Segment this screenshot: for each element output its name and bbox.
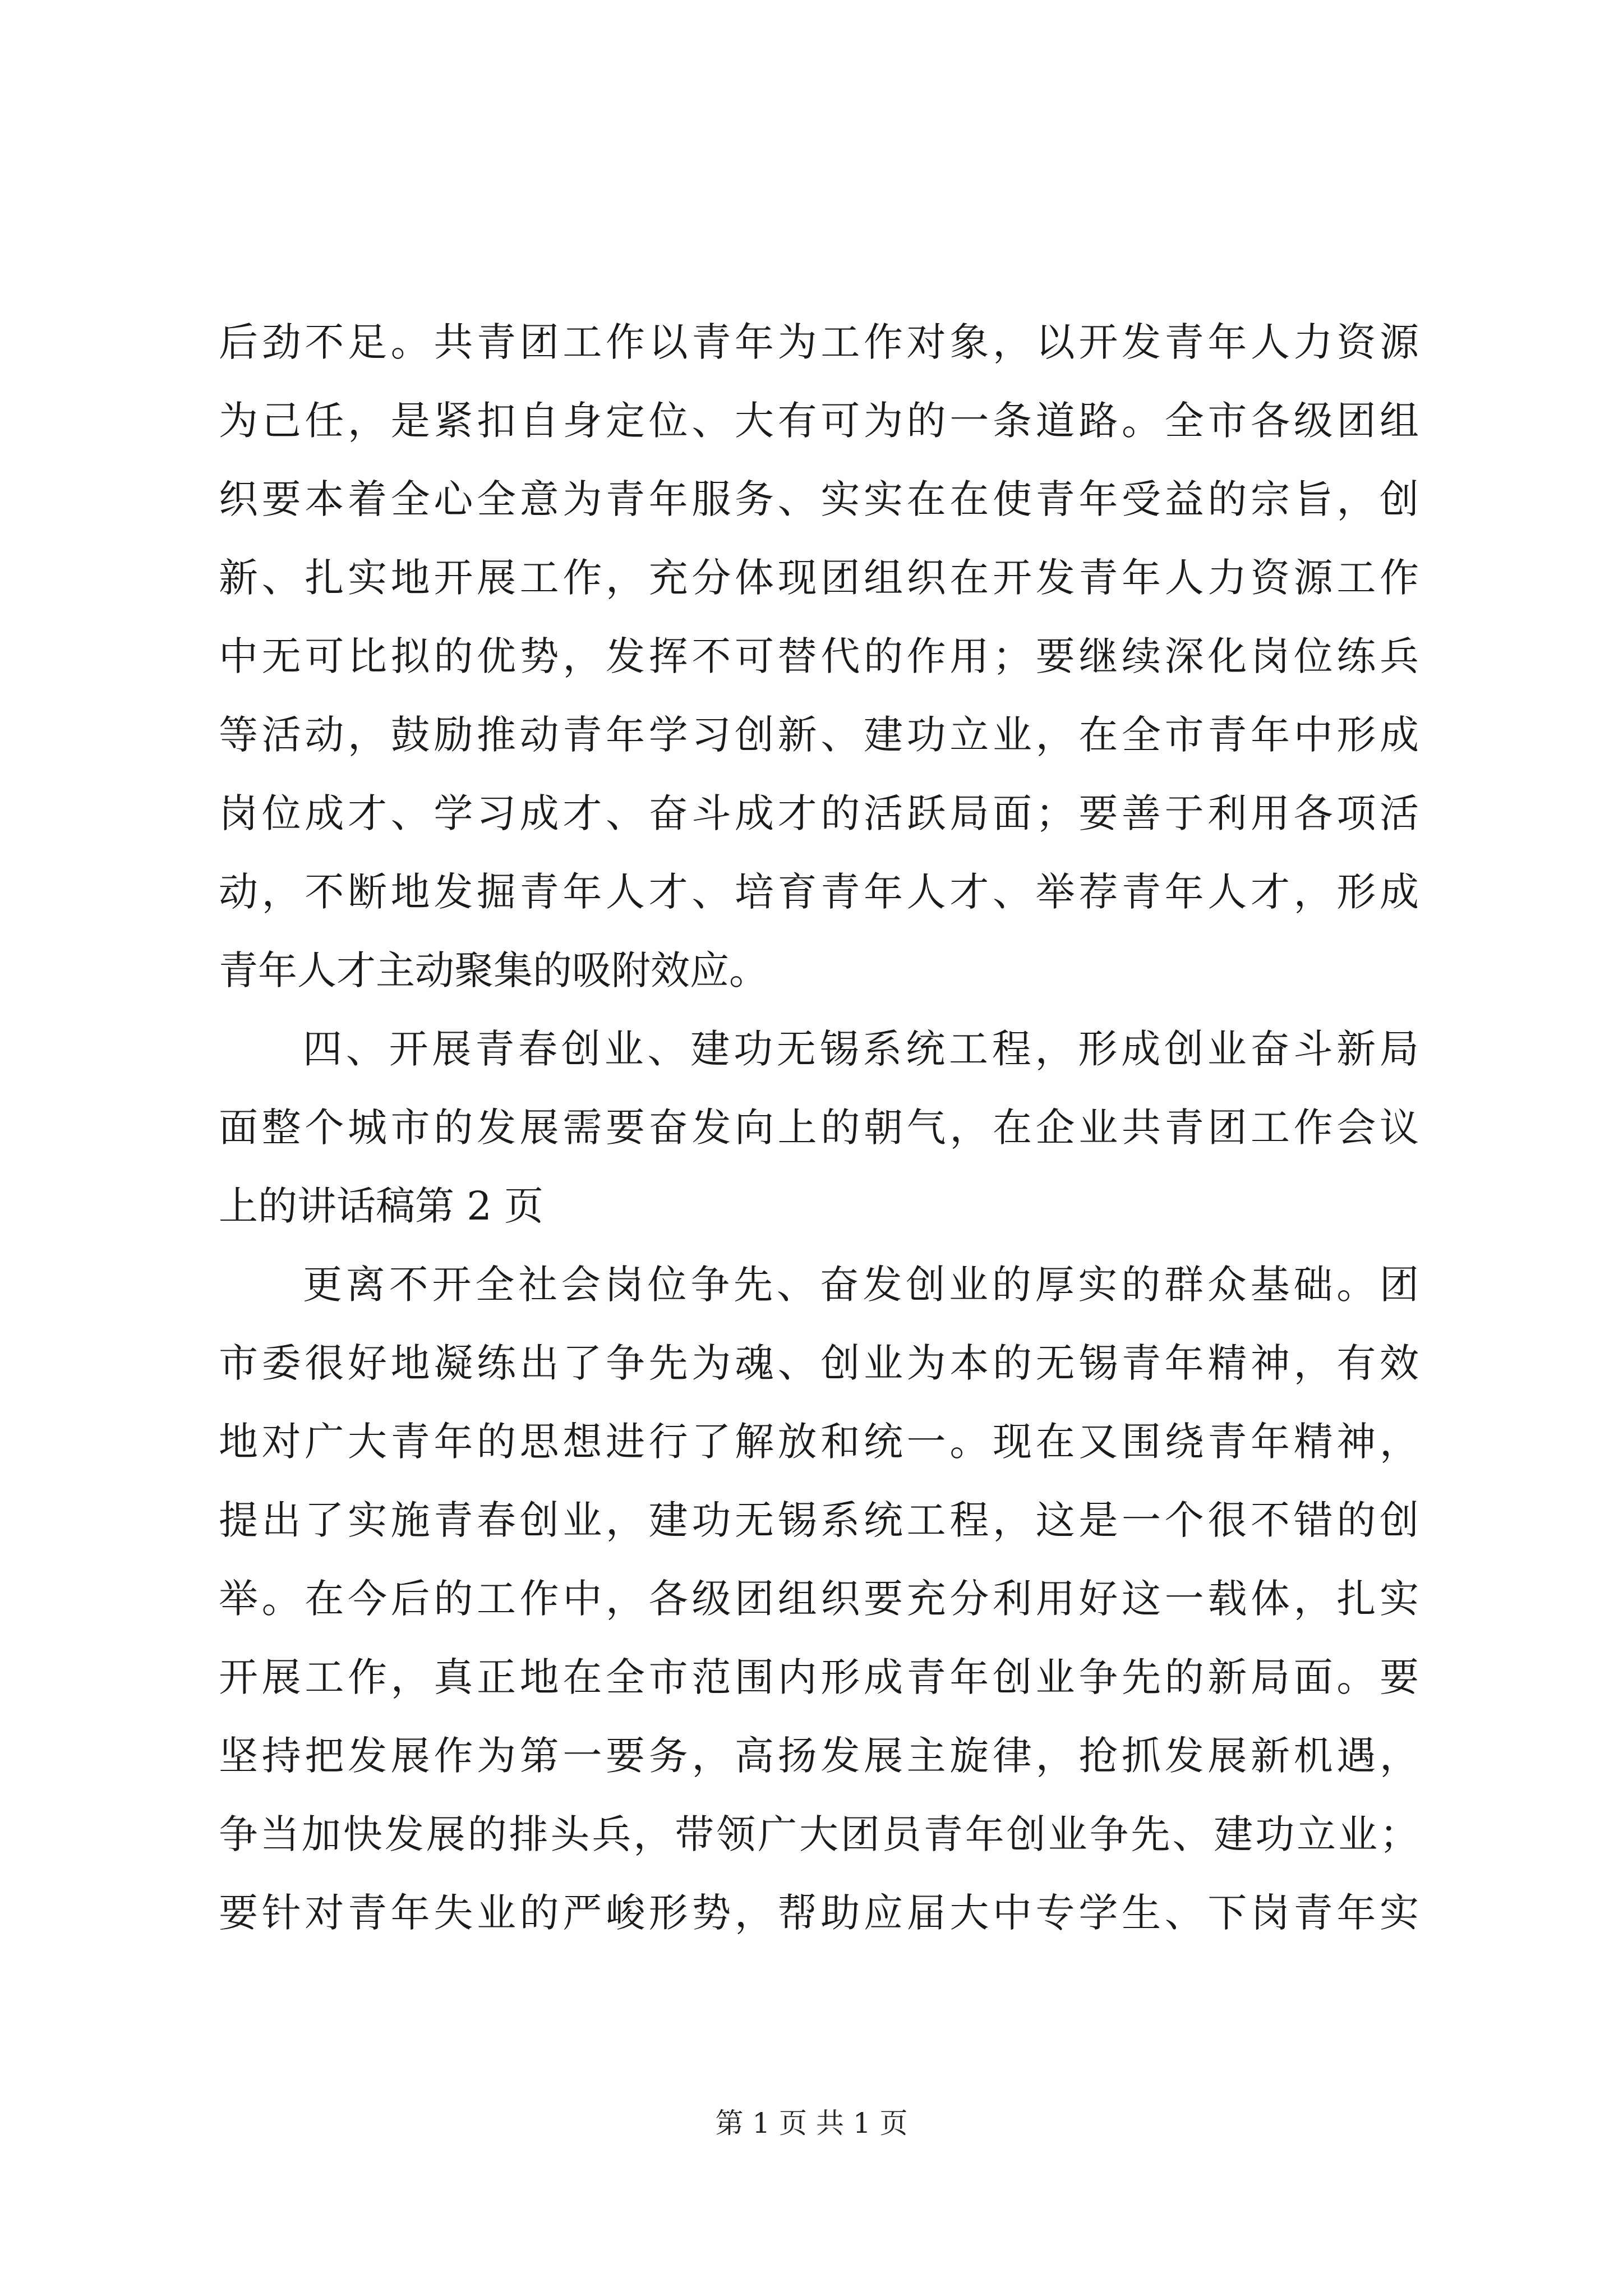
text-line: 开展工作，真正地在全市范围内形成青年创业争先的新局面。要 xyxy=(219,1654,1419,1700)
document-body xyxy=(219,303,1419,1952)
text-line: 中无可比拟的优势，发挥不可替代的作用；要继续深化岗位练兵 xyxy=(219,633,1419,679)
paragraph-first-line: 更离不开全社会岗位争先、奋发创业的厚实的群众基础。团 xyxy=(303,1262,1419,1308)
page-footer: 第 1 页 共 1 页 xyxy=(715,2107,908,2139)
text-line: 面整个城市的发展需要奋发向上的朝气，在企业共青团工作会议 xyxy=(219,1105,1419,1151)
text-line: 后劲不足。共青团工作以青年为工作对象，以开发青年人力资源 xyxy=(219,319,1419,365)
text-line: 为己任，是紧扣自身定位、大有可为的一条道路。全市各级团组 xyxy=(219,398,1419,444)
text-line: 动，不断地发掘青年人才、培育青年人才、举荐青年人才，形成 xyxy=(219,869,1419,915)
text-line: 等活动，鼓励推动青年学习创新、建功立业，在全市青年中形成 xyxy=(219,712,1419,758)
text-line: 新、扎实地开展工作，充分体现团组织在开发青年人力资源工作 xyxy=(219,555,1419,601)
text-line: 上的讲话稿第 2 页 xyxy=(219,1183,544,1229)
text-line: 举。在今后的工作中，各级团组织要充分利用好这一载体，扎实 xyxy=(219,1576,1419,1622)
section-heading-line: 四、开展青春创业、建功无锡系统工程，形成创业奋斗新局 xyxy=(303,1026,1419,1072)
text-line: 要针对青年失业的严峻形势，帮助应届大中专学生、下岗青年实 xyxy=(219,1890,1419,1936)
text-line: 地对广大青年的思想进行了解放和统一。现在又围绕青年精神， xyxy=(219,1419,1419,1465)
text-line: 织要本着全心全意为青年服务、实实在在使青年受益的宗旨，创 xyxy=(219,476,1419,522)
text-line: 岗位成才、学习成才、奋斗成才的活跃局面；要善于利用各项活 xyxy=(219,790,1419,836)
text-line: 市委很好地凝练出了争先为魂、创业为本的无锡青年精神，有效 xyxy=(219,1340,1419,1386)
text-line: 提出了实施青春创业，建功无锡系统工程，这是一个很不错的创 xyxy=(219,1497,1419,1543)
text-line: 坚持把发展作为第一要务，高扬发展主旋律，抢抓发展新机遇， xyxy=(219,1733,1419,1779)
text-line: 争当加快发展的排头兵，带领广大团员青年创业争先、建功立业； xyxy=(219,1811,1419,1857)
text-line: 青年人才主动聚集的吸附效应。 xyxy=(219,947,768,993)
